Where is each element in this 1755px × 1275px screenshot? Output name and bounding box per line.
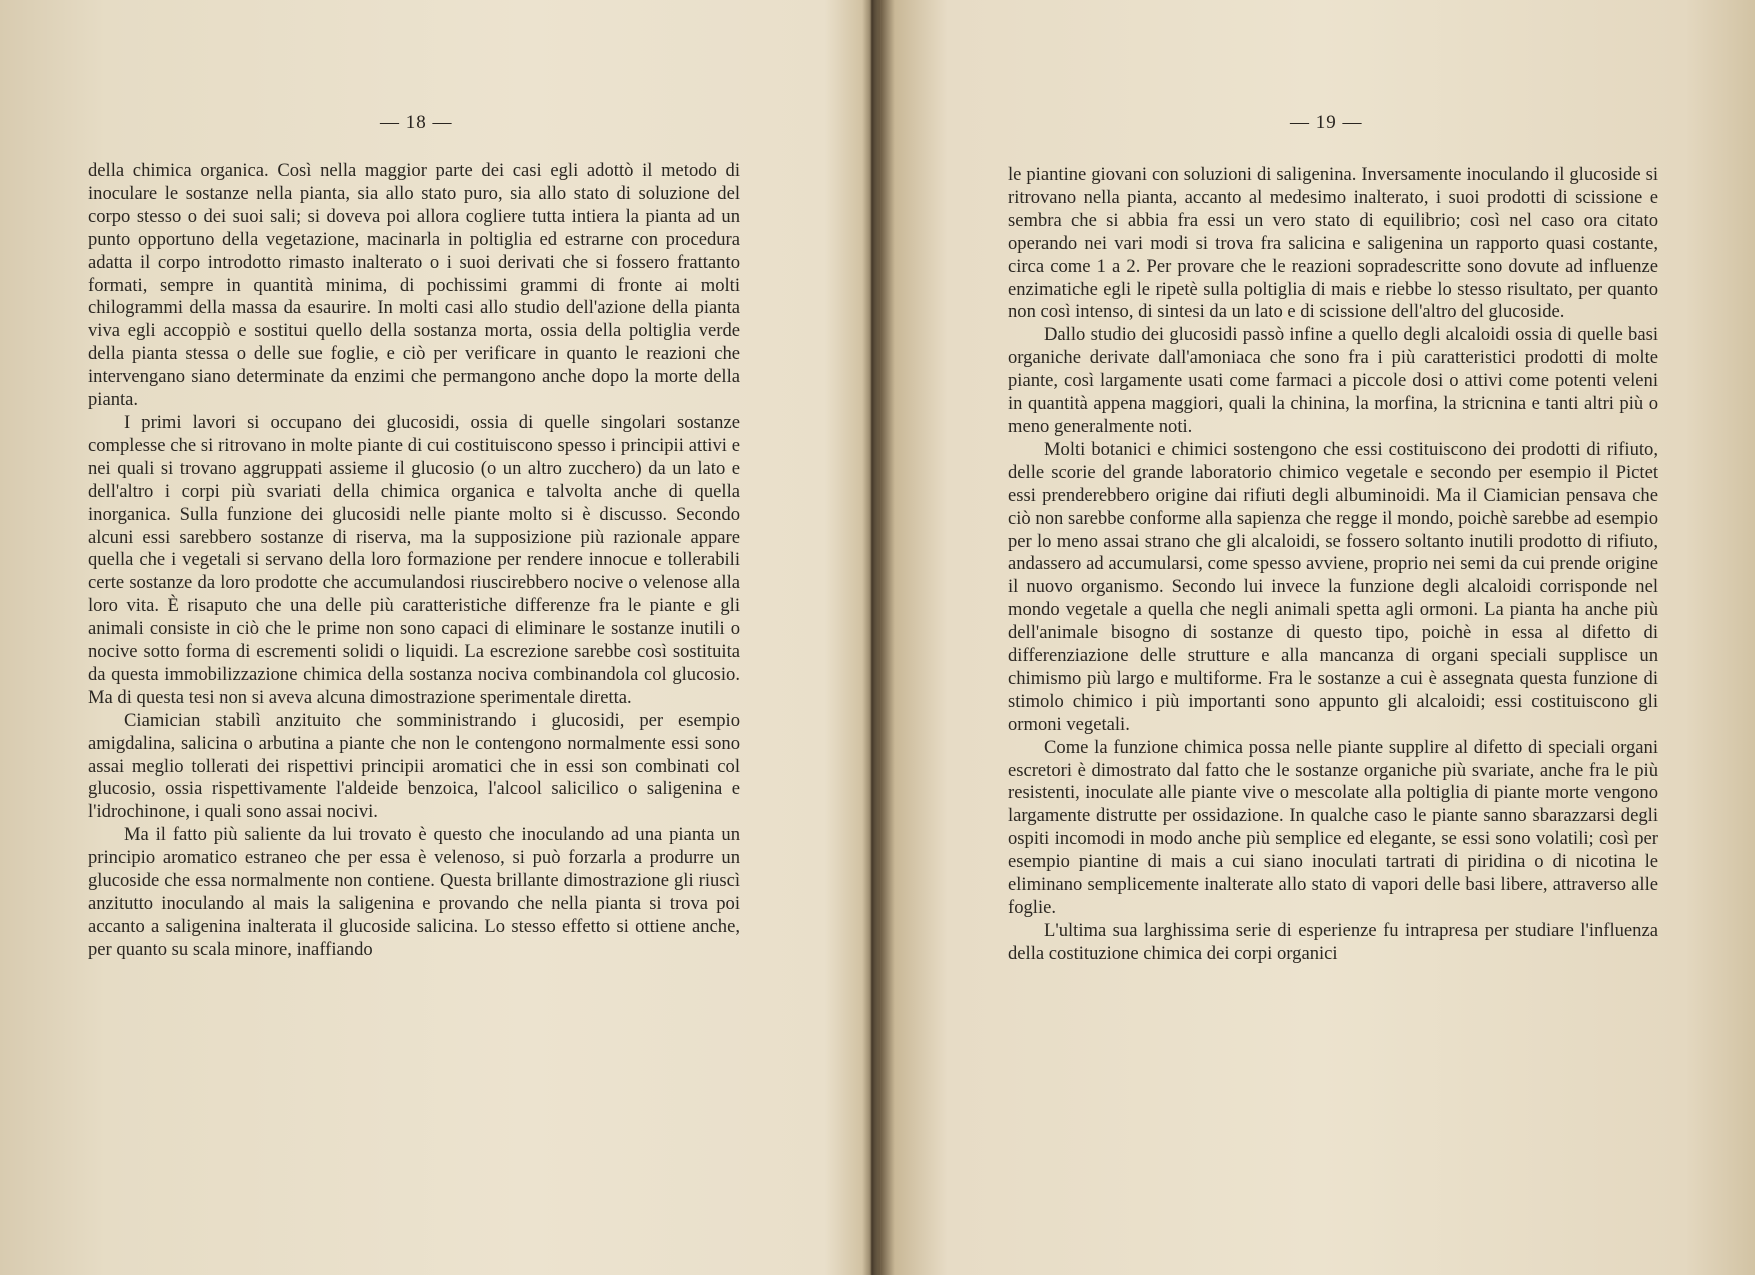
paragraph: Ma il fatto più saliente da lui trovato è questo che inoculando ad una pianta un principio aromatico estraneo che per essa è velenoso, si può forzarla a produrre un glucoside che essa normalmente non contiene. Questa brillante dimostrazione gli riuscì anzitutto inoculando al mais la saligenina e provando che nella pianta si trova poi accanto a saligenina inalterata il glucoside salicina. Lo stesso effetto si ottiene anche, per quanto su scala minore, inaffiando (88, 824, 740, 960)
paragraph: I primi lavori si occupano dei glucosidi, ossia di quelle singolari sostanze complesse che si ritrovano in molte piante di cui costituiscono spesso i principii attivi e nei quali si trovano aggruppati assieme il glucosio (o un altro zucchero) da un lato e dell'altro i corpi più svariati della chimica organica e talvolta anche di quella inorganica. Sulla funzione dei glucosidi nelle piante molto si è discusso. Secondo alcuni essi sarebbero sostanze di riserva, ma la supposizione più razionale appare quella che i vegetali si servano della loro formazione per rendere innocue e tollerabili certe sostanze da loro prodotte che accumulandosi riuscirebbero nocive o velenose alla loro vita. È risaputo che una delle più caratteristiche differenze fra le piante e gli animali consiste in ciò che le prime non sono capaci di eliminare le sostanze inutili o nocive sotto forma di escrementi solidi o liquidi. La escrezione sarebbe così sostituita da questa immobilizzazione chimica della sostanza nociva combinandola col glucosio. Ma di questa tesi non si aveva alcuna dimostrazione sperimentale diretta. (88, 411, 740, 708)
paragraph: della chimica organica. Così nella maggior parte dei casi egli adottò il metodo di inoculare le sostanze nella pianta, sia allo stato puro, sia allo stato di soluzione del corpo stesso o dei suoi sali; si doveva poi allora cogliere tutta intiera la pianta ad un punto opportuno della vegetazione, macinarla in poltiglia ed estrarne con procedura adatta il corpo introdotto rimasto inalterato o i suoi derivati che si fossero frattanto formati, sempre in quantità minima, di pochissimi grammi di fronte ai molti chilogrammi della massa da esaurire. In molti casi allo studio dell'azione della pianta viva egli accoppiò e sostitui quello della sostanza morta, ossia della poltiglia verde della pianta stessa o delle sue foglie, e ciò per verificare in quanto le reazioni che intervengano siano determinate da enzimi che permangono anche dopo la morte della pianta. (88, 160, 740, 411)
paragraph: Molti botanici e chimici sostengono che essi costituiscono dei prodotti di rifiuto, delle scorie del grande laboratorio chimico vegetale e secondo per esempio il Pictet essi prenderebbero origine dai rifiuti degli albuminoidi. Ma il Ciamician pensava che ciò non sarebbe conforme alla sapienza che regge il mondo, poichè sarebbe ad esempio per lo meno assai strano che gli alcaloidi, se fossero soltanto inutili prodotto di rifiuto, andassero ad accumularsi, come spesso avviene, proprio nei semi da cui prende origine il nuovo organismo. Secondo lui invece la funzione degli alcaloidi corrisponde nel mondo vegetale a quella che negli animali spetta agli ormoni. La pianta ha anche più dell'animale bisogno di sostanze di questo tipo, poichè in essa al difetto di differenziazione delle strutture e alla mancanza di organi speciali supplisce un chimismo più largo e multiforme. Fra le sostanze a cui è assegnata questa funzione di stimolo chimico i più importanti sono appunto gli alcaloidi; essi costituiscono gli ormoni vegetali. (1008, 438, 1658, 735)
right-page-text (1008, 164, 1658, 966)
paragraph: Dallo studio dei glucosidi passò infine a quello degli alcaloidi ossia di quelle basi organiche derivate dall'amoniaca che sono fra i più caratteristici prodotti di molte piante, così largamente usati come farmaci a piccole dosi o attivi come potenti veleni in quantità appena maggiori, quali la chinina, la morfina, la stricnina e tanti altri più o meno generalmente noti. (1008, 324, 1658, 437)
left-page-text (88, 160, 740, 962)
left-page (0, 0, 865, 1275)
right-page (880, 0, 1755, 1275)
paragraph: le piantine giovani con soluzioni di saligenina. Inversamente inoculando il glucoside si ritrovano nella pianta, accanto al medesimo inalterato, i suoi prodotti di scissione e sembra che si abbia fra essi un vero stato di equilibrio; così nel caso ora citato operando nei vari modi si trova fra salicina e saligenina un rapporto quasi costante, circa come 1 a 2. Per provare che le reazioni sopradescritte sono dovute ad influenze enzimatiche egli le ripetè sulla poltiglia di mais e riebbe lo stesso risultato, per quanto non così intenso, di sintesi da un lato e di scissione dell'altro del glucoside. (1008, 164, 1658, 323)
page-number-left: — 18 — (380, 112, 453, 133)
paragraph: L'ultima sua larghissima serie di esperienze fu intrapresa per studiare l'influenza della costituzione chimica dei corpi organici (1008, 919, 1658, 964)
paragraph: Ciamician stabilì anzituito che somministrando i glucosidi, per esempio amigdalina, salicina o arbutina a piante che non le contengono normalmente essi sono assai meglio tollerati dei rispettivi principii aromatici che in essi son combinati col glucosio, ossia rispettivamente l'aldeide benzoica, l'alcool salicilico o saligenina e l'idrochinone, i quali sono assai nocivi. (88, 709, 740, 823)
paragraph: Come la funzione chimica possa nelle piante supplire al difetto di speciali organi escretori è dimostrato dal fatto che le sostanze organiche più svariate, anche fra le più resistenti, inoculate alle piante vive o mescolate alla poltiglia di piante morte vengono largamente distrutte per ossidazione. In qualche caso le piante sanno sbarazzarsi degli ospiti incomodi in modo anche più semplice ed elegante, se essi sono volatili; così per esempio piantine di mais a cui siano inoculati tartrati di piridina o di nicotina le eliminano semplicemente inalterate allo stato di vapori delle basi libere, attraverso alle foglie. (1008, 736, 1658, 918)
page-number-right: — 19 — (1290, 112, 1363, 133)
